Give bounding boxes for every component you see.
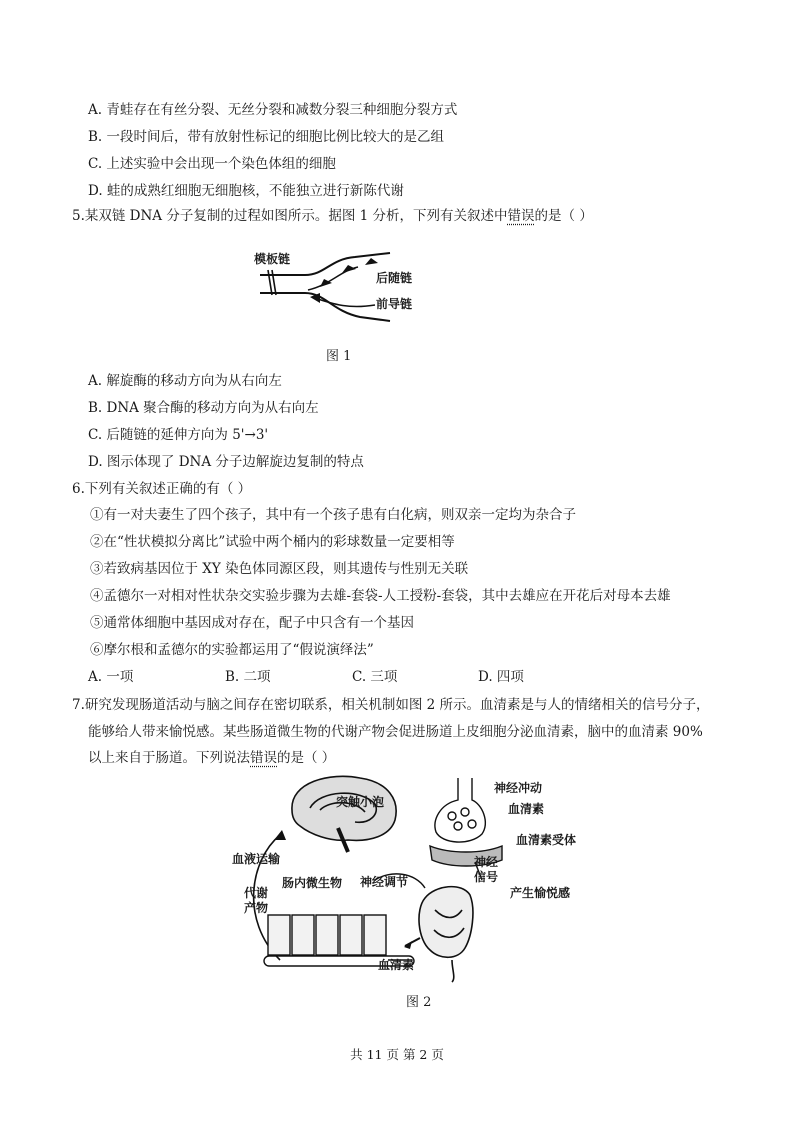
- fig2-receptor-label: 血清素受体: [516, 833, 577, 847]
- q6-option-c: C. 三项: [352, 669, 398, 685]
- fig2-microbe-label: 肠内微生物: [282, 876, 343, 890]
- fig1-template-label: 模板链: [254, 252, 291, 266]
- figure-2-caption: 图 2: [406, 995, 432, 1010]
- q4-option-b: B. 一段时间后，带有放射性标记的细胞比例比较大的是乙组: [88, 129, 445, 145]
- q6-item-1: ①有一对夫妻生了四个孩子，其中有一个孩子患有白化病，则双亲一定均为杂合子: [90, 507, 576, 523]
- q5-stem-post: 的是（ ）: [534, 208, 593, 224]
- q5-stem-emphasis: 错误: [507, 208, 535, 224]
- fig2-pleasure-label: 产生愉悦感: [510, 886, 571, 900]
- page-footer: 共 11 页 第 2 页: [350, 1047, 444, 1062]
- fig2-vesicle-label: 突触小泡: [336, 795, 385, 809]
- fig1-leading-label: 前导链: [376, 297, 413, 311]
- q6-item-6: ⑥摩尔根和孟德尔的实验都运用了“假说演绎法”: [90, 642, 374, 658]
- q7-stem-line-3: [88, 749, 335, 767]
- q5-option-b: B. DNA 聚合酶的移动方向为从右向左: [88, 400, 319, 416]
- q5-option-d: D. 图示体现了 DNA 分子边解旋边复制的特点: [88, 454, 364, 470]
- fig2-serotonin-bottom-label: 血清素: [378, 958, 415, 972]
- q5-stem: [72, 207, 593, 225]
- q6-options: [88, 668, 608, 686]
- fig2-impulse-label: 神经冲动: [494, 781, 543, 795]
- q5-option-c: C. 后随链的延伸方向为 5'→3': [88, 427, 269, 443]
- fig2-signal-label: 神经信号: [474, 855, 499, 884]
- q4-option-c: C. 上述实验中会出现一个染色体组的细胞: [88, 156, 336, 172]
- q7-stem-line-2: 能够给人带来愉悦感。某些肠道微生物的代谢产物会促进肠道上皮细胞分泌血清素，脑中的血清素 90%: [88, 724, 703, 740]
- fig2-serotonin-top-label: 血清素: [508, 802, 545, 816]
- q6-stem: 6.下列有关叙述正确的有（ ）: [72, 481, 252, 497]
- q6-item-3: ③若致病基因位于 XY 染色体同源区段，则其遗传与性别无关联: [90, 561, 469, 577]
- fig2-metabolite-label: 代谢产物: [244, 886, 269, 915]
- q6-item-5: ⑤通常体细胞中基因成对存在，配子中只含有一个基因: [90, 615, 414, 631]
- q7-stem-post: 的是（ ）: [277, 750, 336, 766]
- fig1-lagging-label: 后随链: [376, 271, 413, 285]
- q6-option-d: D. 四项: [478, 669, 524, 685]
- fig2-neural-label: 神经调节: [360, 875, 409, 889]
- q6-option-a: A. 一项: [88, 669, 134, 685]
- q6-option-b: B. 二项: [225, 669, 271, 685]
- fig2-blood-label: 血液运输: [232, 852, 281, 866]
- q6-item-2: ②在“性状模拟分离比”试验中两个桶内的彩球数量一定要相等: [90, 534, 455, 550]
- q4-option-d: D. 蛙的成熟红细胞无细胞核，不能独立进行新陈代谢: [88, 183, 404, 199]
- figure-1-caption: 图 1: [326, 349, 352, 364]
- q6-item-4: ④孟德尔一对相对性状杂交实验步骤为去雄-套袋-人工授粉-套袋，其中去雄应在开花后对母本去雄: [90, 588, 671, 604]
- q5-stem-pre: 5.某双链 DNA 分子复制的过程如图所示。据图 1 分析，下列有关叙述中: [72, 208, 508, 224]
- q7-stem-pre: 以上来自于肠道。下列说法: [88, 750, 250, 766]
- q7-stem-emphasis: 错误: [250, 750, 277, 766]
- q4-option-a: A. 青蛙存在有丝分裂、无丝分裂和减数分裂三种细胞分裂方式: [88, 102, 458, 118]
- q5-option-a: A. 解旋酶的移动方向为从右向左: [88, 373, 282, 389]
- q7-stem-line-1: 7.研究发现肠道活动与脑之间存在密切联系，相关机制如图 2 所示。血清素是与人的情绪相关的信号分子，: [72, 697, 710, 713]
